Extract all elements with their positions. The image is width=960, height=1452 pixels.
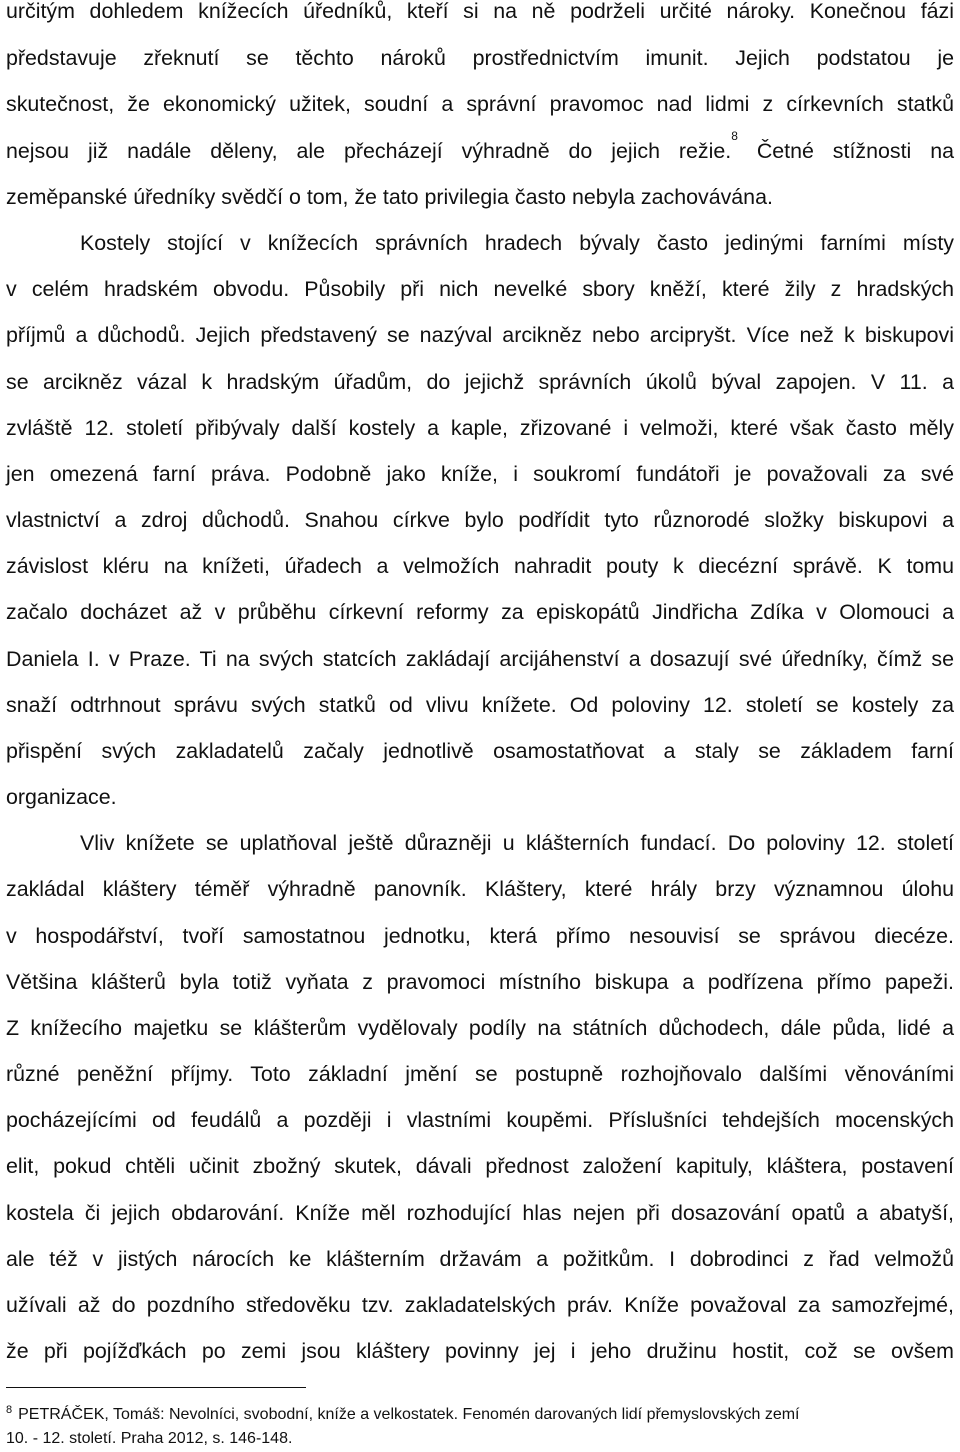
body-line: v hospodářství, tvoří samostatnou jednotku, která přímo nesouvisí se správou diecéze. bbox=[6, 924, 954, 948]
body-line: různé peněžní příjmy. Toto základní jmění se postupně rozhojňovalo dalšími věnováními bbox=[6, 1062, 954, 1086]
footnote-separator bbox=[6, 1387, 306, 1388]
body-line: závislost kléru na knížeti, úřadech a velmožích nahradit pouty k diecézní správě. K tomu bbox=[6, 554, 954, 578]
body-line: příjmů a důchodů. Jejich představený se nazýval arcikněz nebo arcipryšt. Více než k biskupovi bbox=[6, 323, 954, 347]
body-line: se arcikněz vázal k hradským úřadům, do jejichž správních úkolů býval zapojen. V 11. a bbox=[6, 370, 954, 394]
body-line: kostela či jejich obdarování. Kníže měl rozhodující hlas nejen při dosazování opatů a abatyší, bbox=[6, 1201, 954, 1225]
body-line: že při pojížďkách po zemi jsou kláštery povinny jej i jeho družinu hostit, což se ovšem bbox=[6, 1339, 954, 1363]
body-line: ale též v jistých nárocích ke klášterním državám a požitkům. I dobrodinci z řad velmožů bbox=[6, 1247, 954, 1271]
footnote-number: 8 bbox=[6, 1404, 13, 1416]
footnote-line bbox=[6, 1404, 954, 1427]
body-line: pocházejícími od feudálů a později i vlastními koupěmi. Příslušníci tehdejších mocenských bbox=[6, 1108, 954, 1132]
body-line-text: Četné stížnosti na bbox=[756, 139, 954, 163]
paragraph-first-line: Kostely stojící v knížecích správních hradech bývaly často jedinými farními místy bbox=[80, 231, 954, 255]
body-line: v celém hradském obvodu. Působily při nich nevelké sbory kněží, které žily z hradských bbox=[6, 277, 954, 301]
body-line: snaží odtrhnout správu svých statků od vlivu knížete. Od poloviny 12. století se kostely za bbox=[6, 693, 954, 717]
body-line: zvláště 12. století přibývaly další kostely a kaple, zřizované i velmoži, které však často měly bbox=[6, 416, 954, 440]
body-line: Daniela I. v Praze. Ti na svých statcích zakládají arcijáhenství a dosazují své úředníky, čímž se bbox=[6, 647, 954, 671]
body-line-text: nejsou již nadále děleny, ale přecházejí výhradně do jejich režie. bbox=[6, 139, 732, 163]
body-line: vlastnictví a zdroj důchodů. Snahou církve bylo podřídit tyto různorodé složky biskupovi a bbox=[6, 508, 954, 532]
body-line: Většina klášterů byla totiž vyňata z pravomoci místního biskupa a podřízena přímo papeži. bbox=[6, 970, 954, 994]
body-line: jen omezená farní práva. Podobně jako kníže, i soukromí fundátoři je považovali za své bbox=[6, 462, 954, 486]
body-line: zeměpanské úředníky svědčí o tom, že tato privilegia často nebyla zachovávána. bbox=[6, 185, 773, 209]
body-line: určitým dohledem knížecích úředníků, kteří si na ně podrželi určité nároky. Konečnou fázi bbox=[6, 0, 954, 23]
footnote-reference[interactable]: 8 bbox=[731, 129, 738, 143]
body-line: představuje zřeknutí se těchto nároků prostřednictvím imunit. Jejich podstatou je bbox=[6, 46, 954, 70]
body-line: zakládal kláštery téměř výhradně panovník. Kláštery, které hrály brzy významnou úlohu bbox=[6, 877, 954, 901]
body-line: Z knížecího majetku se klášterům vydělovaly podíly na státních důchodech, dále půda, lidé a bbox=[6, 1016, 954, 1040]
body-line-with-footnote bbox=[6, 129, 954, 166]
paragraph-first-line: Vliv knížete se uplatňoval ještě důrazněji u klášterních fundací. Do poloviny 12. století bbox=[80, 831, 954, 855]
body-line: užívali až do pozdního středověku tzv. zakladatelských práv. Kníže považoval za samozřejmé, bbox=[6, 1293, 954, 1317]
footnote-line: 10. - 12. století. Praha 2012, s. 146-148. bbox=[6, 1430, 293, 1447]
body-line: skutečnost, že ekonomický užitek, soudní a správní pravomoc nad lidmi z církevních statků bbox=[6, 92, 954, 116]
body-line: organizace. bbox=[6, 785, 117, 809]
body-line: začalo docházet až v průběhu církevní reformy za episkopátů Jindřicha Zdíka v Olomouci a bbox=[6, 600, 954, 624]
footnote-text: PETRÁČEK, Tomáš: Nevolníci, svobodní, kníže a velkostatek. Fenomén darovaných lidí přemyslovských zemí bbox=[18, 1406, 800, 1423]
body-line: elit, pokud chtěli učinit zbožný skutek, dávali přednost založení kapituly, kláštera, postavení bbox=[6, 1154, 954, 1178]
body-line: přispění svých zakladatelů začaly jednotlivě osamostatňovat a staly se základem farní bbox=[6, 739, 954, 763]
